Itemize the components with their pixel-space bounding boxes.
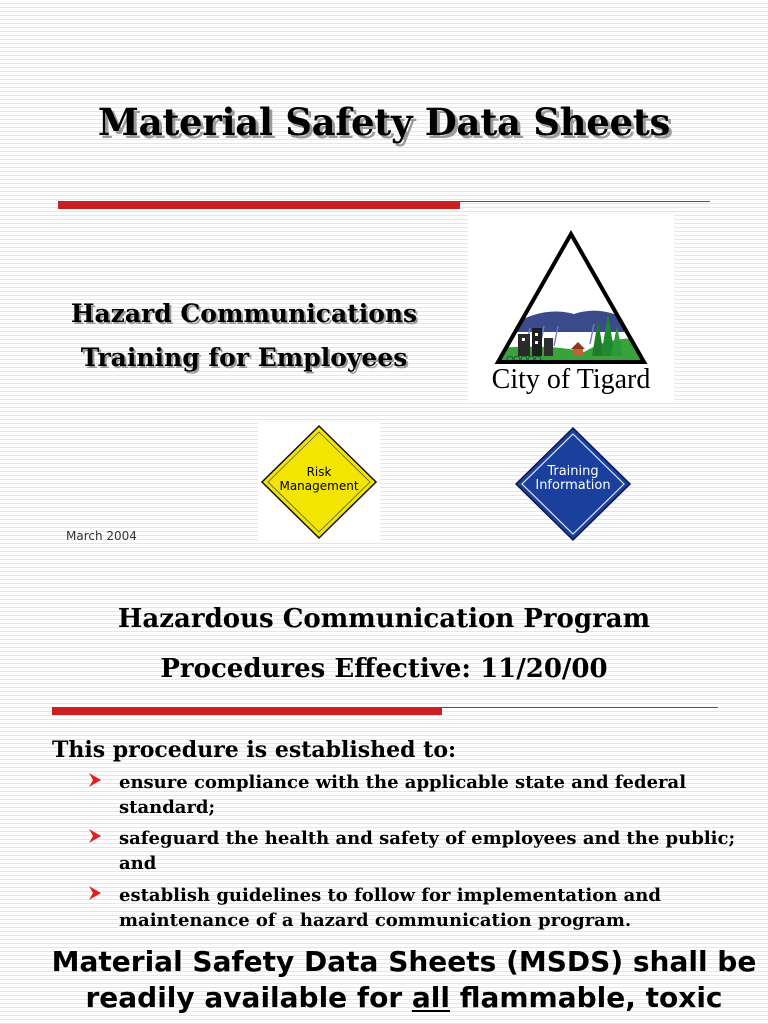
risk-label-line-1: Risk xyxy=(306,465,332,479)
list-item-text: establish guidelines to follow for implementation and maintenance of a hazard communication program. xyxy=(119,885,661,931)
list-item-text: safeguard the health and safety of employees and the public; and xyxy=(119,828,736,874)
program-heading: Hazardous Communication Program xyxy=(117,604,651,634)
arrow-bullet-icon xyxy=(88,772,102,788)
procedure-intro: This procedure is established to: xyxy=(52,737,457,763)
title-rule-thin xyxy=(460,201,710,202)
arrow-bullet-icon xyxy=(88,885,102,901)
arrow-bullet-icon xyxy=(88,828,102,844)
subtitle-line-1: Hazard Communications xyxy=(70,299,418,328)
subtitle-line-2: Training for Employees xyxy=(80,343,408,372)
statement-part-1: Material Safety Data Sheets (MSDS) shall be readily available for xyxy=(51,945,757,1014)
title-rule-thick xyxy=(58,201,460,209)
training-information-badge xyxy=(514,426,632,542)
list-item xyxy=(88,770,748,820)
training-label-line-2: Information xyxy=(535,478,611,493)
effective-date-heading: Procedures Effective: 11/20/00 xyxy=(160,654,608,684)
list-item-text: ensure compliance with the applicable state and federal standard; xyxy=(119,772,687,818)
risk-label-line-2: Management xyxy=(279,479,359,493)
risk-management-badge xyxy=(258,422,380,542)
city-logo xyxy=(468,214,674,402)
msds-statement xyxy=(44,944,764,1016)
statement-emphasis: all xyxy=(411,981,450,1014)
section-rule-thick xyxy=(52,707,442,715)
training-label-line-1: Training xyxy=(547,464,599,479)
logo-caption: City of Tigard xyxy=(491,364,651,395)
statement-part-2: flammable, toxic xyxy=(449,981,723,1014)
list-item xyxy=(88,826,748,876)
slide-title: Material Safety Data Sheets xyxy=(97,100,671,144)
slide-date: March 2004 xyxy=(66,529,137,543)
section-rule-thin xyxy=(442,707,718,708)
slide-subtitle xyxy=(34,292,454,380)
list-item xyxy=(88,883,748,933)
mountain-logo-icon xyxy=(494,228,648,368)
